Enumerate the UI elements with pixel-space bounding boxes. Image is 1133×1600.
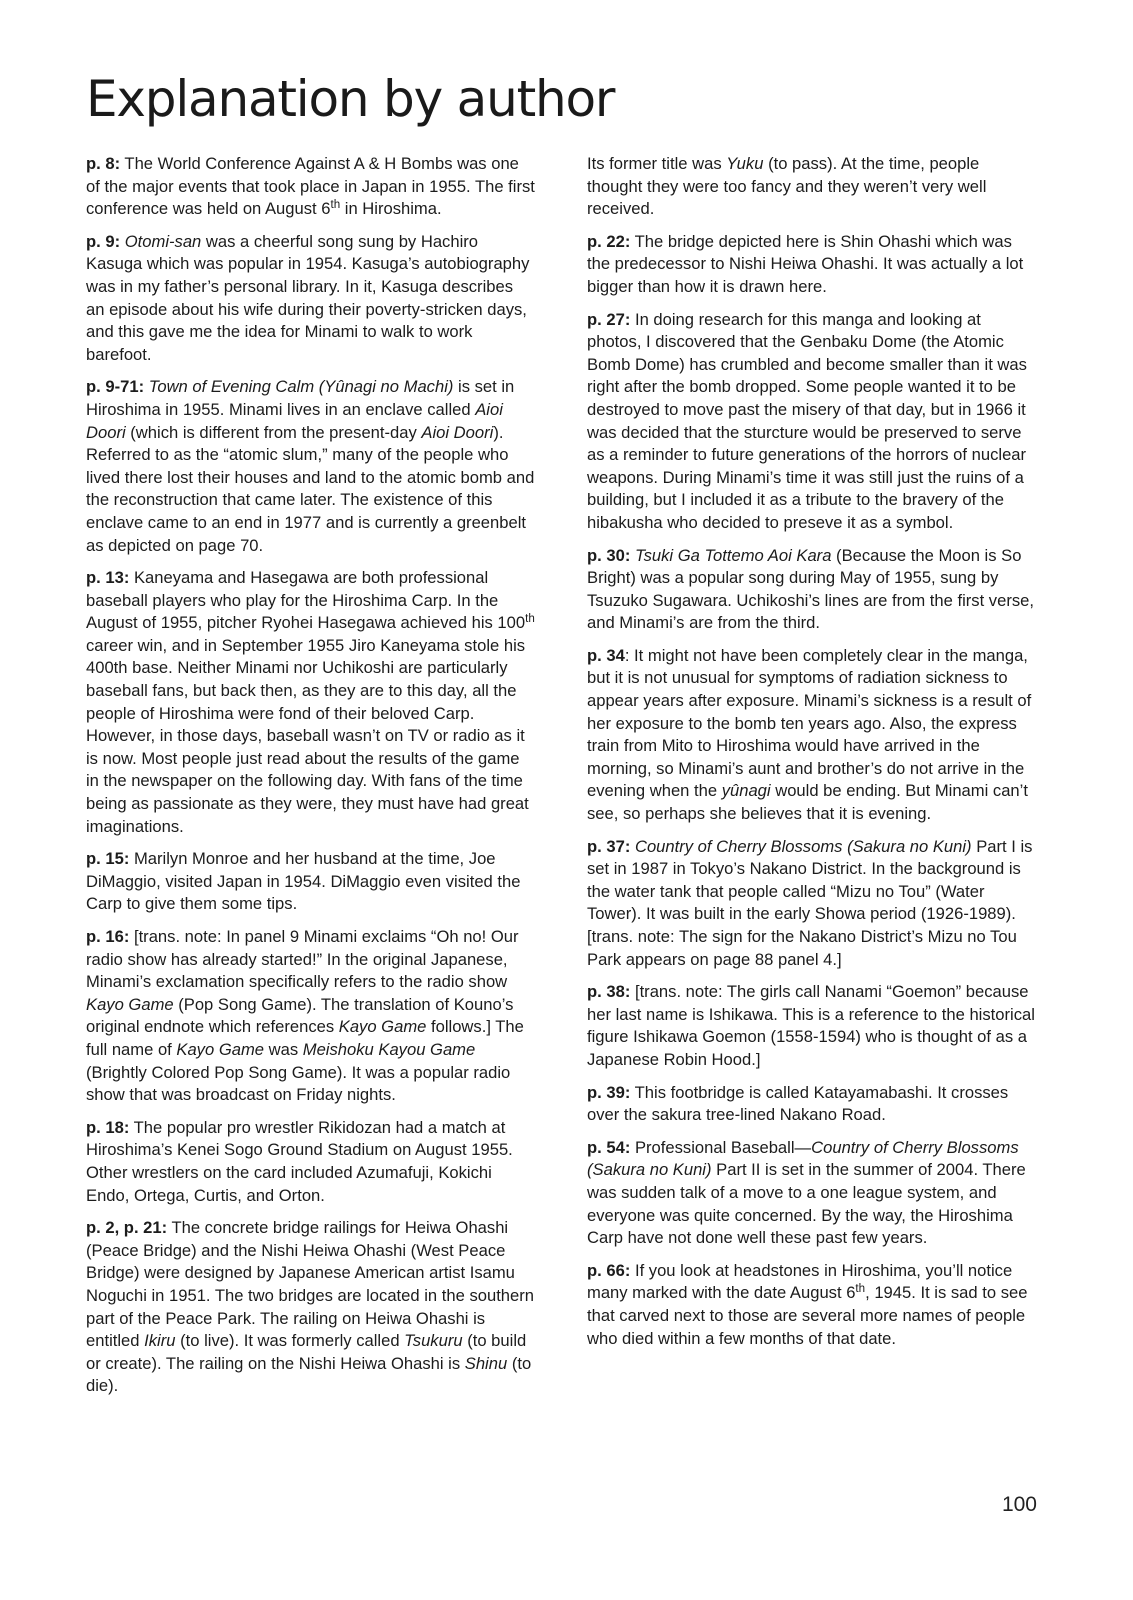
endnote-text: (to pass). At the time, people thought they were too fancy and they weren’t very well received. — [587, 154, 987, 219]
endnote-page-ref: p. 37: — [587, 836, 631, 856]
endnote-text: The popular pro wrestler Rikidozan had a match at Hiroshima’s Kenei Sogo Ground Stadium on August 1955. Other wrestlers on the card included Azumafuji, Kokichi Endo, Ortega, Curtis, and Orton. — [86, 1117, 513, 1205]
endnote — [587, 545, 1037, 635]
endnote-text: Kaneyama and Hasegawa are both professional baseball players who play for the Hiroshima Carp. In the August of 1955, pitcher Ryohei Hasegawa achieved his 100 — [86, 568, 526, 633]
endnote — [86, 926, 536, 1107]
endnote-text: was a cheerful song sung by Hachiro Kasuga which was popular in 1954. Kasuga’s autobiography was in my father’s personal library. In it, Kasuga describes an episode about his wife during their poverty-stricken days, and this gave me the idea for Minami to walk to work barefoot. — [86, 231, 530, 364]
endnote-text: The bridge depicted here is Shin Ohashi which was the predecessor to Nishi Heiwa Ohashi. It was actually a lot bigger than how it is drawn here. — [587, 231, 1024, 296]
endnote-title-italic: Yuku — [726, 154, 764, 173]
endnote-text: Professional Baseball— — [630, 1137, 812, 1157]
endnote-title-italic: Aioi Doori — [421, 422, 494, 442]
endnote-text: , 1945. It is sad to see that carved next to those are several more names of people who died within a few months of that date. — [587, 1283, 1028, 1348]
endnote-page-ref: p. 8: — [86, 154, 121, 173]
endnote-title-italic: Meishoku Kayou Game — [302, 1039, 476, 1059]
endnote-text: If you look at headstones in Hiroshima, you’ll notice many marked with the date August 6 — [587, 1260, 1013, 1303]
endnote — [86, 1117, 536, 1207]
endnote-title-italic: Country of Cherry Blossoms (Sakura no Kuni) — [634, 836, 972, 856]
endnote-text: This footbridge is called Katayamabashi. It crosses over the sakura tree-lined Nakano Road. — [587, 1082, 1009, 1125]
endnote-page-ref: p. 27: — [587, 309, 631, 329]
endnote-text: The concrete bridge railings for Heiwa Ohashi (Peace Bridge) and the Nishi Heiwa Ohashi (West Peace Bridge) were designed by Japanese American artist Isamu Noguchi in 1951. The two bridges are located in the southern part of the Peace Park. The railing on Heiwa Ohashi is entitled — [86, 1218, 535, 1351]
endnote-title-italic: Aioi Doori — [86, 399, 503, 442]
endnote-page-ref: p. 22: — [587, 231, 631, 251]
endnote — [587, 1082, 1037, 1127]
endnote-title-italic: Country of Cherry Blossoms (Sakura no Kuni) — [587, 1137, 1019, 1180]
endnote-text: [trans. note: In panel 9 Minami exclaims “Oh no! Our radio show has already started!” In the original Japanese, Minami’s exclamation specifically refers to the radio show — [86, 927, 519, 992]
notes-column-left — [86, 153, 536, 1408]
endnote-text: (Brightly Colored Pop Song Game). It was a popular radio show that was broadcast on Friday nights. — [86, 1062, 511, 1105]
endnote-text: follows.] The full name of — [86, 1017, 524, 1059]
endnote-page-ref: p. 39: — [587, 1082, 631, 1102]
endnote-text: : It might not have been completely clear in the manga, but it is not unusual for symptoms of radiation sickness to appear years after exposure. Minami’s sickness is a result of her exposure to the bomb ten years ago. Also, the express train from Mito to Hiroshima would have arrived in the morning, so Minami’s aunt and brother’s do not arrive in the evening when the — [587, 645, 1032, 801]
endnote-text: (to build or create). The railing on the Nishi Heiwa Ohashi is — [86, 1331, 527, 1373]
endnote-text: (Pop Song Game). The translation of Kouno’s original endnote which references — [86, 994, 514, 1037]
endnote-title-italic: Ikiru — [144, 1331, 176, 1351]
endnote-page-ref: p. 9-71: — [86, 377, 145, 397]
endnote-text: was — [264, 1039, 303, 1059]
notes-column-right — [587, 153, 1037, 1360]
endnote-page-ref: p. 13: — [86, 568, 130, 588]
endnote — [86, 1217, 536, 1398]
endnote-title-italic: yûnagi — [721, 781, 771, 801]
endnote — [587, 1137, 1037, 1250]
endnote-text: Its former title was — [587, 154, 727, 173]
endnote-text: in Hiroshima. — [340, 199, 442, 219]
endnote-text: In doing research for this manga and looking at photos, I discovered that the Genbaku Dome (the Atomic Bomb Dome) has crumbled and become smaller than it was right after the bomb dropped. Some people wanted it to be destroyed to move past the misery of that day, but in 1966 it was decided that the sturcture would be preserved to serve as a reminder to future generations of the horrors of nuclear weapons. During Minami’s time it was still just the ruins of a building, but I included it as a tribute to the bravery of the hibakusha who decided to preseve it as a symbol. — [587, 309, 1027, 532]
endnote — [587, 231, 1037, 299]
endnote — [587, 1260, 1037, 1350]
endnote — [587, 645, 1037, 826]
endnote-text: (to live). It was formerly called — [175, 1331, 405, 1351]
endnote — [86, 567, 536, 838]
endnote-page-ref: p. 54: — [587, 1137, 631, 1157]
endnote-title-italic: Kayo Game — [176, 1039, 265, 1059]
endnote-page-ref: p. 9: — [86, 231, 121, 251]
endnote-page-ref: p. 15: — [86, 849, 130, 869]
endnote-page-ref: p. 2, p. 21: — [86, 1218, 168, 1238]
ordinal-suffix: th — [855, 1282, 866, 1296]
endnote — [86, 231, 536, 367]
endnote-page-ref: p. 16: — [86, 927, 130, 946]
endnote-text: Part II is set in the summer of 2004. There was sudden talk of a move to a one league system, and everyone was quite concerned. By the way, the Hiroshima Carp have not done well these past few years. — [587, 1160, 1026, 1248]
endnote — [587, 981, 1037, 1071]
endnote-title-italic: Tsuki Ga Tottemo Aoi Kara — [634, 545, 832, 565]
page-title: Explanation by author — [86, 70, 615, 128]
endnote-text: Marilyn Monroe and her husband at the time, Joe DiMaggio, visited Japan in 1954. DiMaggio even visited the Carp to give them some tips. — [86, 849, 521, 914]
endnote-text: Part I is set in 1987 in Tokyo’s Nakano District. In the background is the water tank that people called “Mizu no Tou” (Water Tower). It was built in the early Showa period (1926-1989). [trans. note: The sign for the Nakano District’s Mizu no Tou Park appears on page 88 panel 4.] — [587, 836, 1033, 969]
endnote-text: is set in Hiroshima in 1955. Minami lives in an enclave called — [86, 377, 515, 419]
endnote — [587, 309, 1037, 535]
endnote — [86, 848, 536, 916]
endnote-title-italic: Shinu — [464, 1353, 508, 1373]
endnote — [86, 153, 536, 221]
endnote-title-italic: Town of Evening Calm (Yûnagi no Machi) — [148, 377, 454, 397]
endnote-text: (which is different from the present-day — [125, 422, 422, 442]
endnote-text: (Because the Moon is So Bright) was a popular song during May of 1955, sung by Tsuzuko Sugawara. Uchikoshi’s lines are from the first verse, and Minami’s are from the third. — [587, 545, 1034, 633]
endnote-text: The World Conference Against A & H Bombs was one of the major events that took place in Japan in 1955. The first conference was held on August 6 — [86, 154, 535, 219]
endnote — [587, 153, 1037, 221]
endnote-page-ref: p. 18: — [86, 1117, 130, 1137]
endnote-page-ref: p. 66: — [587, 1260, 631, 1280]
endnote-title-italic: Kayo Game — [86, 994, 174, 1014]
endnote-text: (to die). — [86, 1353, 532, 1396]
endnote-page-ref: p. 38: — [587, 982, 631, 1002]
endnote-page-ref: p. 34 — [587, 645, 625, 665]
endnote-text: would be ending. But Minami can’t see, so perhaps she believes that it is evening. — [587, 781, 1028, 824]
endnote-text: [trans. note: The girls call Nanami “Goemon” because her last name is Ishikawa. This is a reference to the historical figure Ishikawa Goemon (1558-1594) who is thought of as a Japanese Robin Hood.] — [587, 982, 1035, 1069]
endnote-text: ). Referred to as the “atomic slum,” many of the people who lived there lost their houses and land to the atomic bomb and the reconstruction that came later. The existence of this enclave came to an end in 1977 and is currently a greenbelt as depicted on page 70. — [86, 422, 535, 555]
endnote — [86, 376, 536, 557]
page-number: 100 — [1001, 1493, 1037, 1516]
endnote-title-italic: Kayo Game — [338, 1017, 427, 1037]
endnote-title-italic: Tsukuru — [404, 1331, 463, 1351]
ordinal-suffix: th — [525, 612, 535, 626]
ordinal-suffix: th — [330, 198, 341, 212]
endnote — [587, 836, 1037, 972]
endnote-title-italic: Otomi-san — [124, 231, 202, 251]
endnote-page-ref: p. 30: — [587, 545, 631, 565]
endnote-text: career win, and in September 1955 Jiro Kaneyama stole his 400th base. Neither Minami nor Uchikoshi are particularly baseball fans, but back then, as they are to this day, all the people of Hiroshima were fond of their beloved Carp. However, in those days, baseball wasn’t on TV or radio as it is now. Most people just read about the results of the game in the newspaper on the following day. With fans of the time being as passionate as they were, they must have had great imaginations. — [86, 635, 529, 836]
